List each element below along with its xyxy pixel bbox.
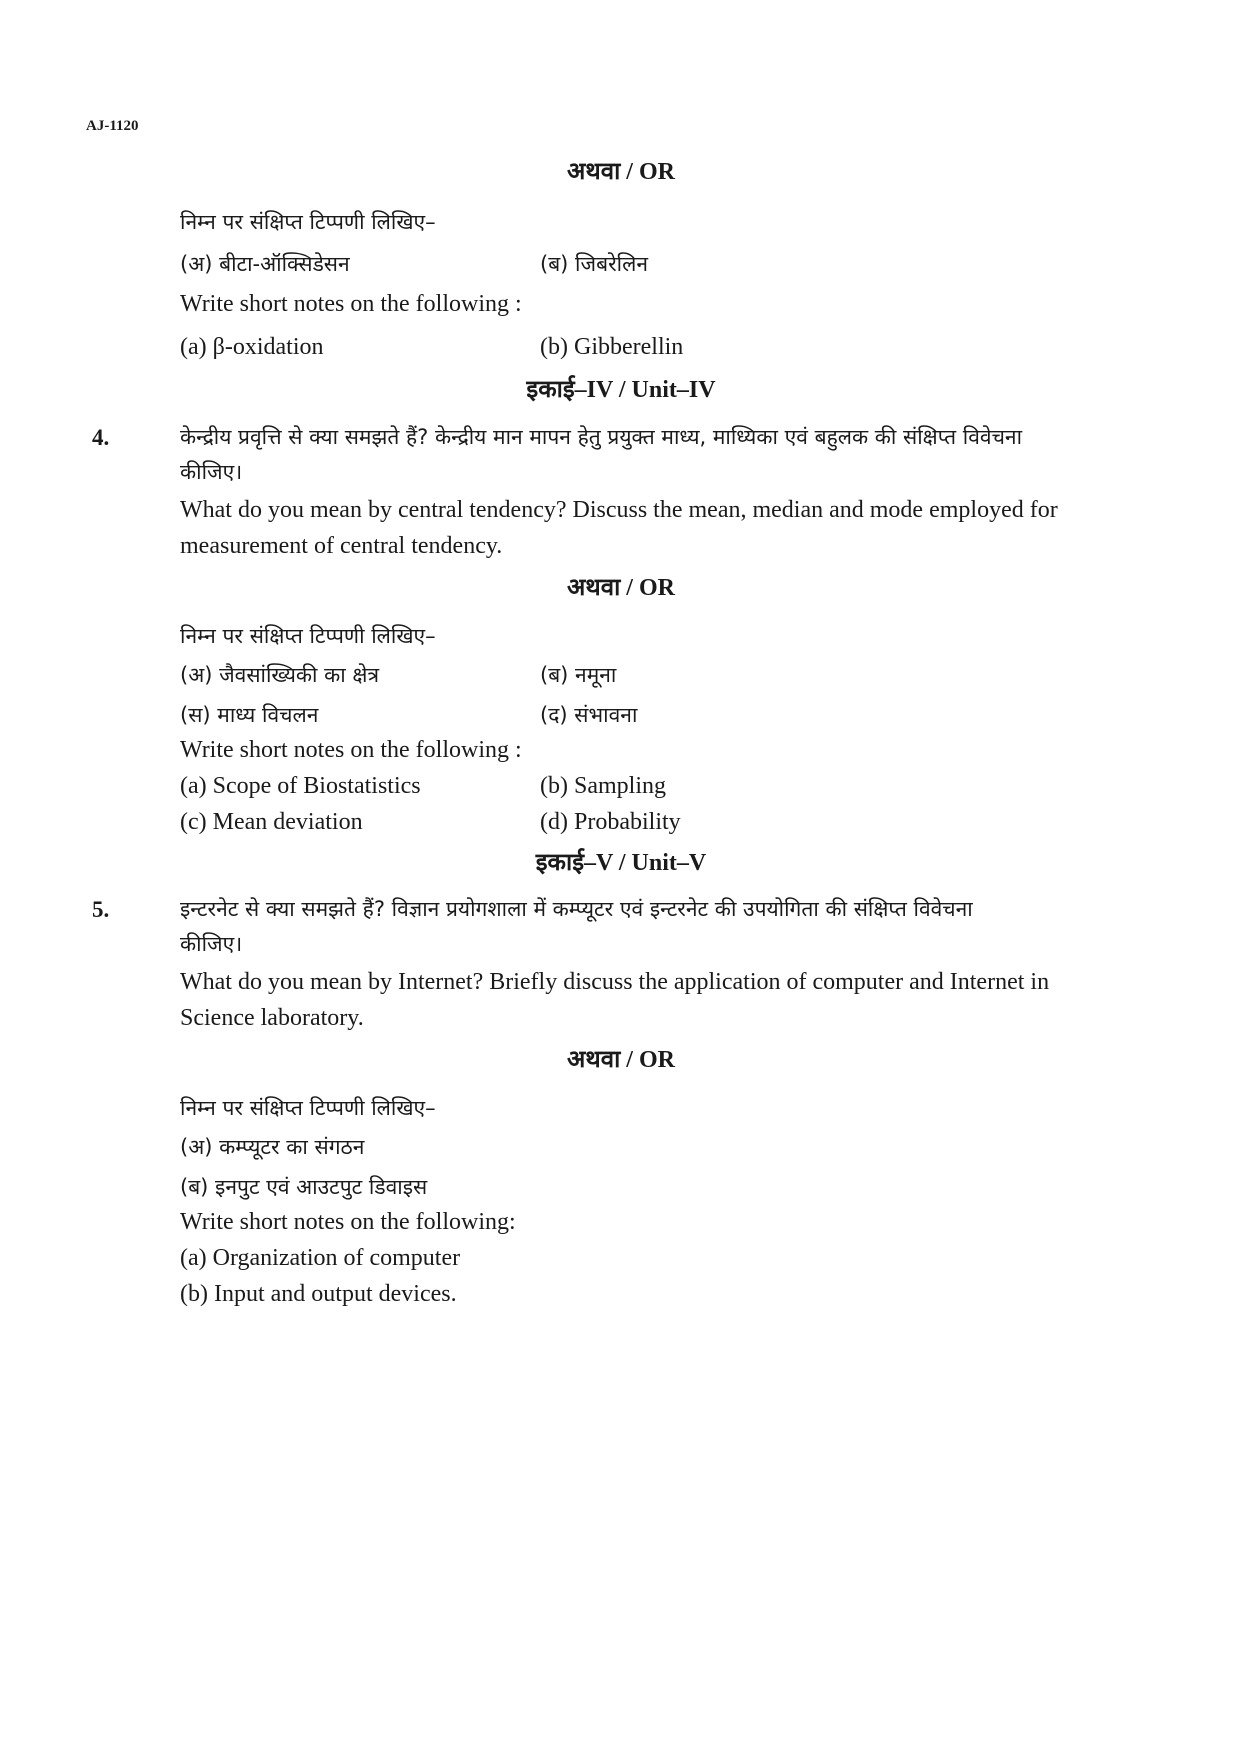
short-notes-instruction-hi: निम्न पर संक्षिप्त टिप्पणी लिखिए– xyxy=(180,210,436,234)
option-hi-c: (स) माध्य विचलन xyxy=(180,703,319,727)
paper-code: AJ-1120 xyxy=(86,118,139,134)
question-number: 5. xyxy=(92,897,110,922)
question-hi-line: इन्टरनेट से क्या समझते हैं? विज्ञान प्रयोगशाला में कम्प्यूटर एवं इन्टरनेट की उपयोगिता की संक्षिप्त विवेचना xyxy=(180,897,973,921)
unit-heading: इकाई–V / Unit–V xyxy=(535,850,707,876)
option-en-c: (c) Mean deviation xyxy=(180,809,363,835)
option-hi-b: (ब) नमूना xyxy=(540,663,617,687)
option-en-b: (b) Input and output devices. xyxy=(180,1281,457,1307)
short-notes-instruction-en: Write short notes on the following : xyxy=(180,737,522,763)
option-hi-a: (अ) जैवसांख्यिकी का क्षेत्र xyxy=(180,663,380,687)
short-notes-instruction-en: Write short notes on the following : xyxy=(180,291,522,317)
question-number: 4. xyxy=(92,425,110,450)
question-en-line: What do you mean by central tendency? Discuss the mean, median and mode employed for xyxy=(180,497,1058,523)
short-notes-instruction-hi: निम्न पर संक्षिप्त टिप्पणी लिखिए– xyxy=(180,624,436,648)
option-hi-a: (अ) बीटा-ऑक्सिडेसन xyxy=(180,252,350,276)
question-en-line: What do you mean by Internet? Briefly discuss the application of computer and Internet in xyxy=(180,969,1050,995)
option-hi-b: (ब) इनपुट एवं आउटपुट डिवाइस xyxy=(180,1175,428,1199)
short-notes-instruction-hi: निम्न पर संक्षिप्त टिप्पणी लिखिए– xyxy=(180,1096,436,1120)
question-hi-line: कीजिए। xyxy=(180,460,243,484)
option-en-a: (a) Organization of computer xyxy=(180,1245,461,1271)
or-heading: अथवा / OR xyxy=(567,575,675,601)
option-hi-a: (अ) कम्प्यूटर का संगठन xyxy=(180,1135,365,1159)
unit-heading: इकाई–IV / Unit–IV xyxy=(526,377,716,403)
option-en-b: (b) Sampling xyxy=(540,773,666,799)
option-en-b: (b) Gibberellin xyxy=(540,334,684,360)
or-heading: अथवा / OR xyxy=(567,1047,675,1073)
option-en-a: (a) Scope of Biostatistics xyxy=(180,773,421,799)
option-hi-d: (द) संभावना xyxy=(540,703,638,727)
question-en-line: measurement of central tendency. xyxy=(180,533,503,559)
option-en-d: (d) Probability xyxy=(540,809,681,835)
option-en-a: (a) β-oxidation xyxy=(180,334,324,360)
short-notes-instruction-en: Write short notes on the following: xyxy=(180,1209,516,1235)
option-hi-b: (ब) जिबरेलिन xyxy=(540,252,648,276)
question-en-line: Science laboratory. xyxy=(180,1005,364,1031)
question-hi-line: कीजिए। xyxy=(180,932,243,956)
or-heading: अथवा / OR xyxy=(567,159,675,185)
question-hi-line: केन्द्रीय प्रवृत्ति से क्या समझते हैं? केन्द्रीय मान मापन हेतु प्रयुक्त माध्य, माध्यिका एवं बहुलक की संक्षिप्त विवेचना xyxy=(180,425,1023,449)
